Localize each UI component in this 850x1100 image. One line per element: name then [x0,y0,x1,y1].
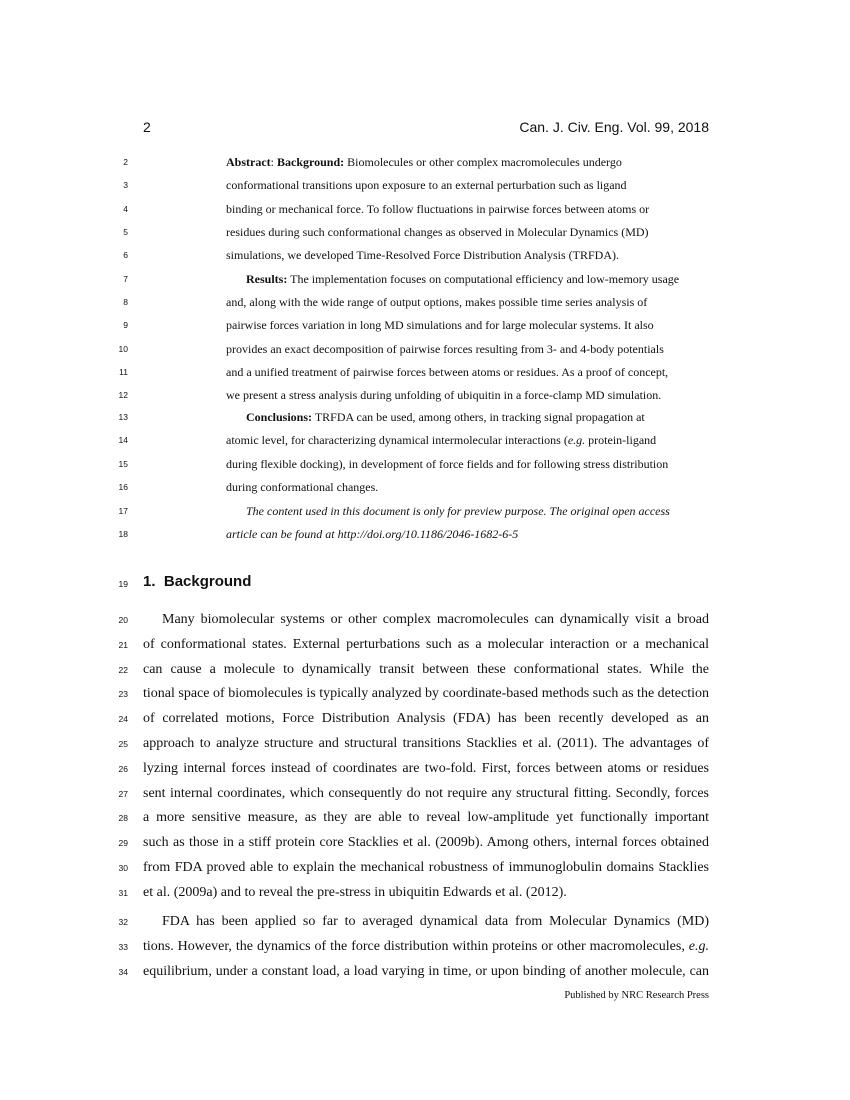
abstract-line: binding or mechanical force. To follow fluctuations in pairwise forces between atoms or [226,202,650,216]
abstract-label: Abstract [226,155,271,169]
line-number: 15 [118,459,128,469]
body-line: of conformational states. External perturbations such as a molecular interaction or a mechanical [143,637,709,652]
section-title: Background [163,573,252,590]
line-number: 18 [118,529,128,539]
page-number: 2 [143,119,151,135]
preview-note-line: The content used in this document is only for preview purpose. The original open access [246,504,670,518]
body-line: approach to analyze structure and structural transitions Stacklies et al. (2011). The advantages of [143,736,709,751]
background-label: Background: [277,155,345,169]
results-label: Results: [246,272,288,286]
body-line: et al. (2009a) and to reveal the pre-stress in ubiquitin Edwards et al. (2012). [143,885,567,900]
body-line: can cause a molecule to dynamically transit between these conformational states. While the [143,662,709,677]
body-line: Many biomolecular systems or other complex macromolecules can dynamically visit a broad [162,612,709,627]
abstract-line: during conformational changes. [226,480,379,494]
abstract-line: simulations, we developed Time-Resolved Force Distribution Analysis (TRFDA). [226,248,619,262]
line-number: 2 [123,157,128,167]
line-number: 8 [123,297,128,307]
abstract-line: and, along with the wide range of output options, makes possible time series analysis of [226,295,648,309]
abstract-line: atomic level, for characterizing dynamical intermolecular interactions (e.g. protein-ligand [226,433,657,447]
journal-citation: Can. J. Civ. Eng. Vol. 99, 2018 [519,119,709,135]
body-line: from FDA proved able to explain the mechanical robustness of immunoglobulin domains Stacklies [143,860,709,875]
abstract-line: during flexible docking), in development of force fields and for following stress distribution [226,457,669,471]
abstract-line: pairwise forces variation in long MD simulations and for large molecular systems. It also [226,318,654,332]
line-number: 26 [118,764,128,774]
line-number: 11 [119,367,128,377]
abstract-line: residues during such conformational changes as observed in Molecular Dynamics (MD) [226,225,649,239]
line-number: 3 [123,180,128,190]
publisher-footer: Published by NRC Research Press [564,990,709,1001]
abstract-line: conformational transitions upon exposure to an external perturbation such as ligand [226,178,627,192]
body-line: FDA has been applied so far to averaged dynamical data from Molecular Dynamics (MD) [162,914,709,929]
line-number: 24 [118,714,128,724]
line-number: 27 [118,789,128,799]
conclusions-label: Conclusions: [246,410,313,424]
line-number: 16 [118,482,128,492]
body-line: sent internal coordinates, which consequently do not require any structural fitting. Secondly, forces [143,786,709,801]
line-number: 33 [118,942,128,952]
line-number: 22 [118,665,128,675]
abstract-line: Results: The implementation focuses on computational efficiency and low-memory usage [246,272,680,286]
line-number: 7 [123,274,128,284]
line-number: 17 [118,506,128,516]
line-number: 29 [118,838,128,848]
preview-note-line: article can be found at http://doi.org/10.1186/2046-1682-6-5 [226,527,519,541]
line-number: 9 [123,320,128,330]
line-number: 34 [118,967,128,977]
line-number: 6 [123,250,128,260]
line-number: 31 [118,888,128,898]
line-number: 4 [123,204,128,214]
body-line: equilibrium, under a constant load, a load varying in time, or upon binding of another molecule, can [143,964,709,979]
line-number: 32 [118,917,128,927]
body-line: a more sensitive measure, as they are able to reveal low-amplitude yet functionally important [143,810,709,825]
abstract-line: Conclusions: TRFDA can be used, among others, in tracking signal propagation at [246,410,645,424]
line-number: 12 [118,390,128,400]
body-line: tional space of biomolecules is typically analyzed by coordinate-based methods such as the detection [143,686,709,701]
line-number: 10 [118,344,128,354]
line-number: 28 [118,813,128,823]
line-number: 30 [118,863,128,873]
abstract-line: and a unified treatment of pairwise forces between atoms or residues. As a proof of concept, [226,365,669,379]
body-line: tions. However, the dynamics of the force distribution within proteins or other macromolecules, e.g. [143,939,709,954]
line-number: 20 [118,615,128,625]
body-line: of correlated motions, Force Distribution Analysis (FDA) has been recently developed as an [143,711,709,726]
line-number: 19 [118,579,128,589]
section-heading [143,573,251,590]
line-number: 23 [118,689,128,699]
body-line: lyzing internal forces instead of coordinates are two-fold. First, forces between atoms or residues [143,761,709,776]
abstract-line: we present a stress analysis during unfolding of ubiquitin in a force-clamp MD simulation. [226,388,662,402]
line-number: 25 [118,739,128,749]
section-number: 1. [143,573,156,590]
line-number: 21 [118,640,128,650]
line-number: 14 [118,435,128,445]
body-line: such as those in a stiff protein core Stacklies et al. (2009b). Among others, internal forces obtained [143,835,709,850]
running-head [143,119,709,139]
line-number: 13 [118,412,128,422]
abstract-line: Abstract: Background: Biomolecules or other complex macromolecules undergo [226,155,622,169]
abstract-line: provides an exact decomposition of pairwise forces resulting from 3- and 4-body potentials [226,342,664,356]
line-number: 5 [123,227,128,237]
